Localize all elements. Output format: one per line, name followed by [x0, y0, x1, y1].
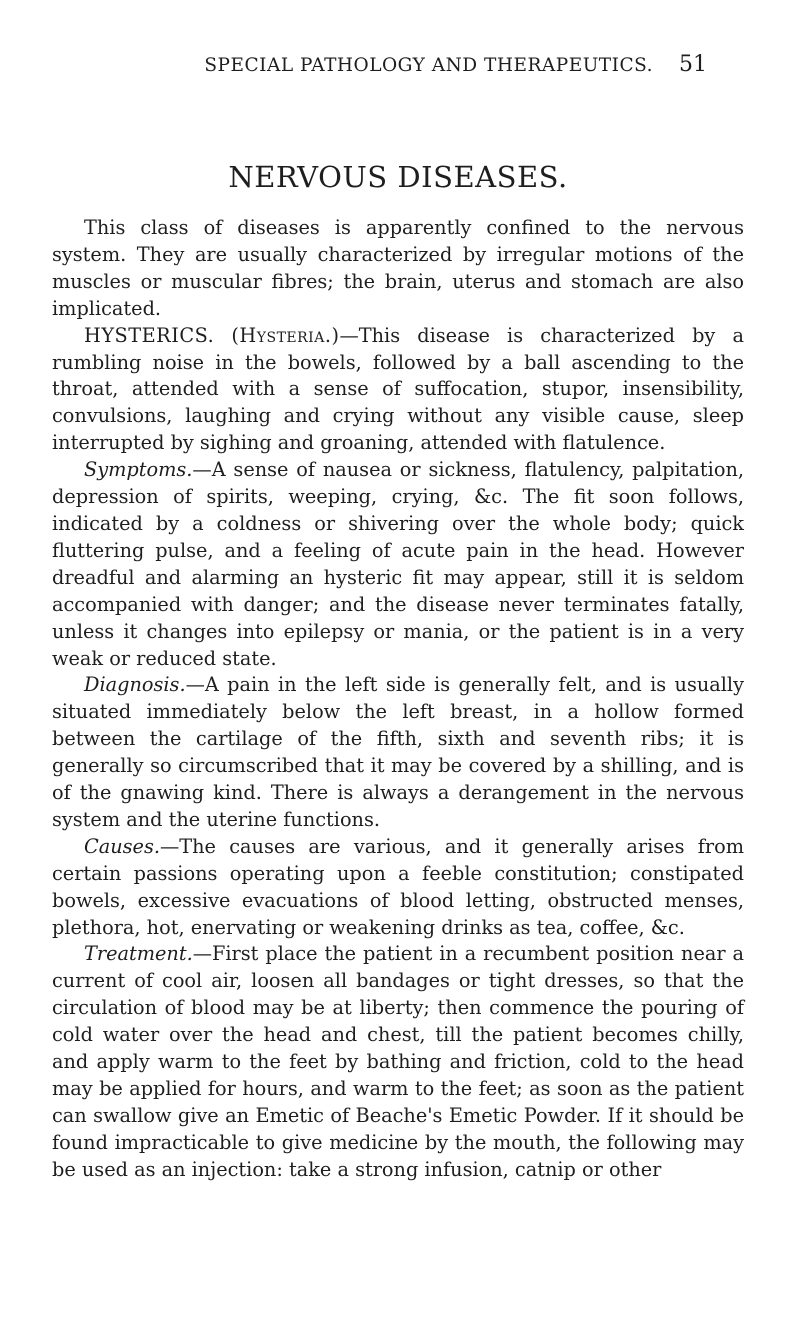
running-title: SPECIAL PATHOLOGY AND THERAPEUTICS. [204, 55, 653, 76]
body-text [52, 215, 744, 1184]
intro-text: This class of diseases is apparently confined to the nervous system. They are usually characterized by irregular motions of the muscles or muscular fibres; the brain, uterus and stomach are also implicated. [52, 216, 744, 320]
symptoms-paragraph [52, 457, 744, 672]
symptoms-text: —A sense of nausea or sickness, flatulency, palpitation, depression of spirits, weeping, crying, &c. The fit soon follows, indicated by a coldness or shivering over the whole body; quick fluttering pulse, and a feeling of acute pain in the head. However dreadful and alarming an hysteric fit may appear, still it is seldom accompanied with danger; and the disease never terminates fatally, unless it changes into epilepsy or mania, or the patient is in a very weak or reduced state. [52, 458, 744, 670]
page-number: 51 [679, 52, 707, 77]
chapter-title: NERVOUS DISEASES. [228, 160, 568, 194]
hysterics-paragraph [52, 323, 744, 458]
treatment-paragraph [52, 941, 744, 1183]
treatment-label: Treatment. [84, 942, 193, 966]
diagnosis-paragraph [52, 672, 744, 833]
diagnosis-text: —A pain in the left side is generally felt, and is usually situated immediately below the left breast, in a hollow formed between the cartilage of the fifth, sixth and seventh ribs; it is generally so circumscribed that it may be covered by a shilling, and is of the gnawing kind. There is always a derangement in the nervous system and the uterine functions. [52, 673, 744, 831]
diagnosis-label: Diagnosis. [84, 673, 186, 697]
book-page [52, 0, 744, 1327]
hysterics-text: —This disease is characterized by a rumbling noise in the bowels, followed by a ball ascending to the throat, attended with a sense of suffocation, stupor, insensibility, convulsions, laughing and crying without any visible cause, sleep interrupted by sighing and groaning, attended with flatulence. [52, 323, 744, 455]
running-header [167, 52, 707, 77]
hysterics-heading: HYSTERICS. [84, 323, 215, 347]
causes-label: Causes. [84, 834, 160, 858]
treatment-text: —First place the patient in a recumbent position near a current of cool air, loosen all bandages or tight dresses, so that the circulation of blood may be at liberty; then commence the pouring of cold water over the head and chest, till the patient becomes chilly, and apply warm to the feet by bathing and friction, cold to the head may be applied for hours, and warm to the feet; as soon as the patient can swallow give an Emetic of Beache's Emetic Powder. If it should be found impracticable to give medicine by the mouth, the following may be used as an injection: take a strong infusion, catnip or other [52, 942, 744, 1181]
causes-text: —The causes are various, and it generally arises from certain passions operating upon a feeble constitution; constipated bowels, excessive evacuations of blood letting, obstructed menses, plethora, hot, enervating or weakening drinks as tea, coffee, &c. [52, 834, 744, 939]
causes-paragraph [52, 834, 744, 942]
intro-paragraph [52, 215, 744, 323]
hysterics-latin-name: (Hysteria.) [231, 323, 340, 347]
symptoms-label: Symptoms. [84, 458, 193, 482]
